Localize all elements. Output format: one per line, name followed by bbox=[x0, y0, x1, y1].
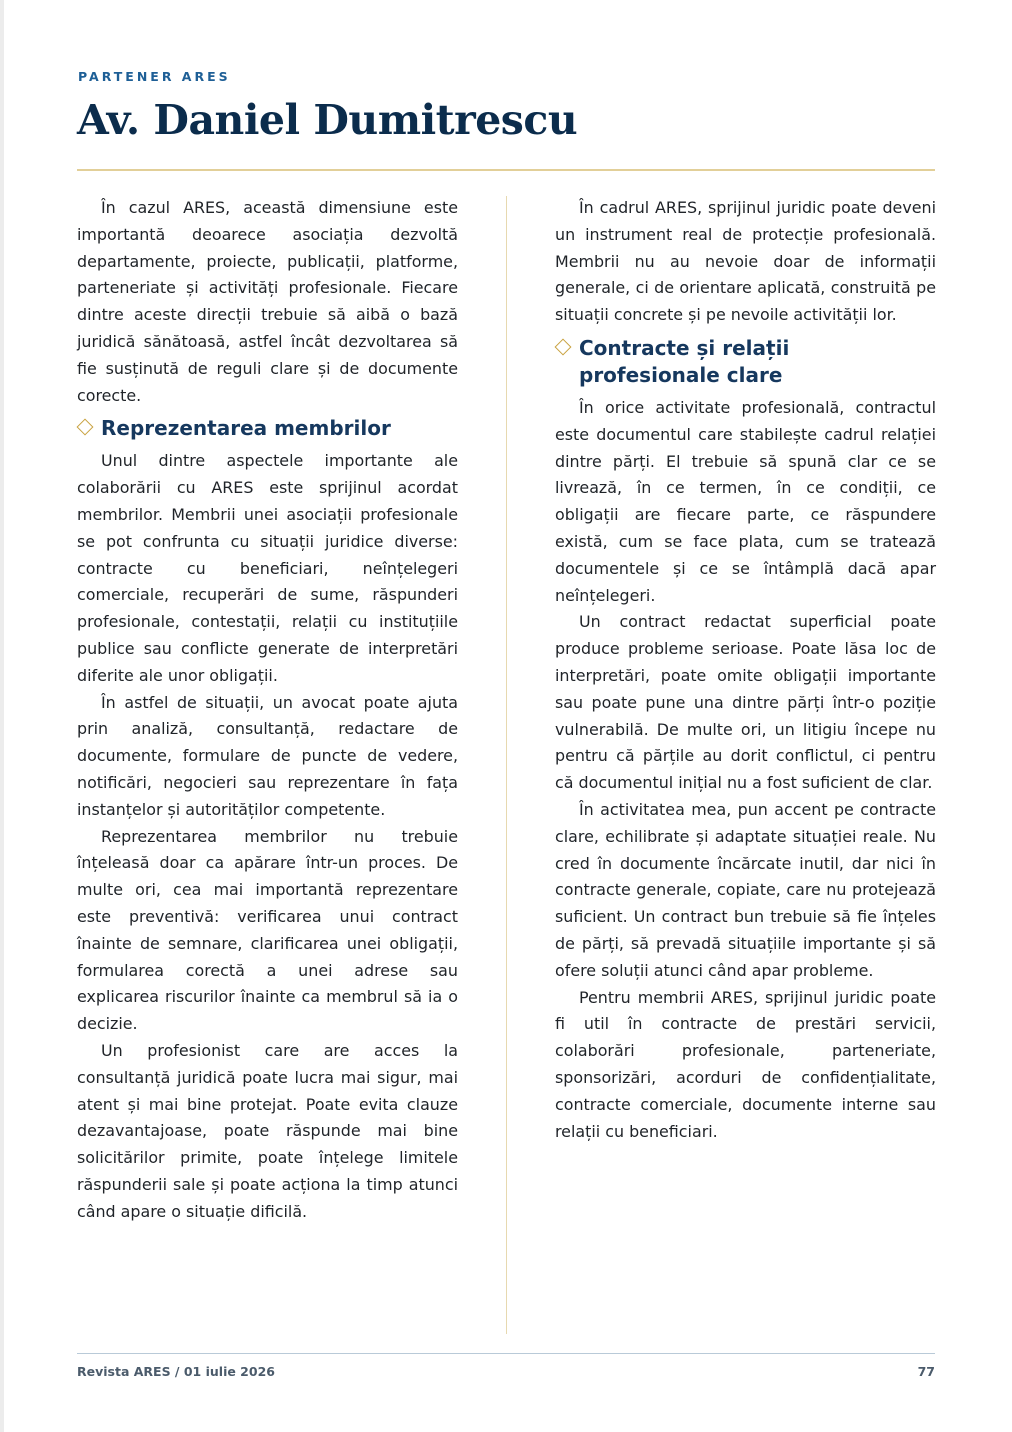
paragraph: În astfel de situații, un avocat poate ajuta prin analiză, consultanță, redactare de documente, formulare de puncte de vedere, notificări, negocieri sau reprezentare în fața instanțelor și autorităților competente. bbox=[77, 692, 458, 819]
section-heading bbox=[555, 335, 936, 389]
section-heading-text: Contracte și relații profesionale clare bbox=[579, 335, 790, 387]
page-edge bbox=[0, 0, 4, 1432]
paragraph: În orice activitate profesională, contractul este documentul care stabilește cadrul relației dintre părți. El trebuie să spună clar ce se livrează, în ce termen, în ce condiții, ce obligații are fiecare parte, ce răspundere există, cum se face plata, cum se tratează documentele și ce se întâmplă dacă apar neînțelegeri. bbox=[555, 397, 936, 605]
column-divider bbox=[506, 196, 507, 1334]
title-divider bbox=[77, 169, 935, 171]
paragraph: În cadrul ARES, sprijinul juridic poate deveni un instrument real de protecție profesională. Membrii nu au nevoie doar de informații generale, ci de orientare aplicată, construită pe situații concrete și pe nevoile activității lor. bbox=[555, 198, 936, 325]
paragraph: Un profesionist care are acces la consultanță juridică poate lucra mai sigur, mai atent și mai bine protejat. Poate evita clauze dezavantajoase, poate răspunde mai bine solicitărilor primite, poate înțelege limitele răspunderii sale și poate acționa la timp atunci când apare o situație dificilă. bbox=[77, 1040, 458, 1221]
diamond-bullet-icon bbox=[555, 338, 572, 355]
page-number: 77 bbox=[917, 1364, 935, 1379]
paragraph: Un contract redactat superficial poate produce probleme serioase. Poate lăsa loc de interpretări, poate omite obligații importante sau poate pune una dintre părți într-o poziție vulnerabilă. De multe ori, un litigiu începe nu pentru că părțile au dorit conflictul, ci pentru că documentul inițial nu a fost suficient de clar. bbox=[555, 612, 936, 793]
paragraph: În cazul ARES, această dimensiune este importantă deoarece asociația dezvoltă departamente, proiecte, publicații, platforme, parteneriate și activități profesionale. Fiecare dintre aceste direcții trebuie să aibă o bază juridică sănătoasă, astfel încât dezvoltarea să fie susținută de reguli clare și de documente corecte. bbox=[77, 198, 458, 405]
paragraph: Unul dintre aspectele importante ale colaborării cu ARES este sprijinul acordat membrilor. Membrii unei asociații profesionale se pot confrunta cu situații juridice diverse: contracte cu beneficiari, neînțelegeri comerciale, recuperări de sume, răspunderi profesionale, contestații, relații cu instituțiile publice sau conflicte generate de interpretări diferite ale unor obligații. bbox=[77, 451, 458, 685]
footer-divider bbox=[77, 1353, 935, 1354]
diamond-bullet-icon bbox=[77, 419, 94, 436]
footer-publication: Revista ARES / 01 iulie 2026 bbox=[77, 1364, 275, 1379]
paragraph: Reprezentarea membrilor nu trebuie înțeleasă doar ca apărare într-un proces. De multe ori, cea mai importantă reprezentare este preventivă: verificarea unui contract înainte de semnare, clarificarea unei obligații, formularea corectă a unei adrese sau explicarea riscurilor înainte ca membrul să ia o decizie. bbox=[77, 826, 458, 1034]
section-heading bbox=[77, 415, 458, 442]
left-column bbox=[77, 195, 458, 1225]
right-column bbox=[555, 195, 936, 1145]
paragraph: În activitatea mea, pun accent pe contracte clare, echilibrate și adaptate situației reale. Nu cred în documente încărcate inutil, dar nici în contracte generale, copiate, care nu protejează suficient. Un contract bun trebuie să fie înțeles de părți, să prevadă situațiile importante și să ofere soluții atunci când apar probleme. bbox=[555, 799, 936, 980]
section-kicker: PARTENER ARES bbox=[78, 69, 231, 84]
section-heading-text: Reprezentarea membrilor bbox=[101, 416, 391, 441]
page-title: Av. Daniel Dumitrescu bbox=[77, 96, 578, 144]
paragraph: Pentru membrii ARES, sprijinul juridic poate fi util în contracte de prestări servicii, colaborări profesionale, parteneriate, sponsorizări, acorduri de confidențialitate, contracte comerciale, documente interne sau relații cu beneficiari. bbox=[555, 987, 936, 1141]
